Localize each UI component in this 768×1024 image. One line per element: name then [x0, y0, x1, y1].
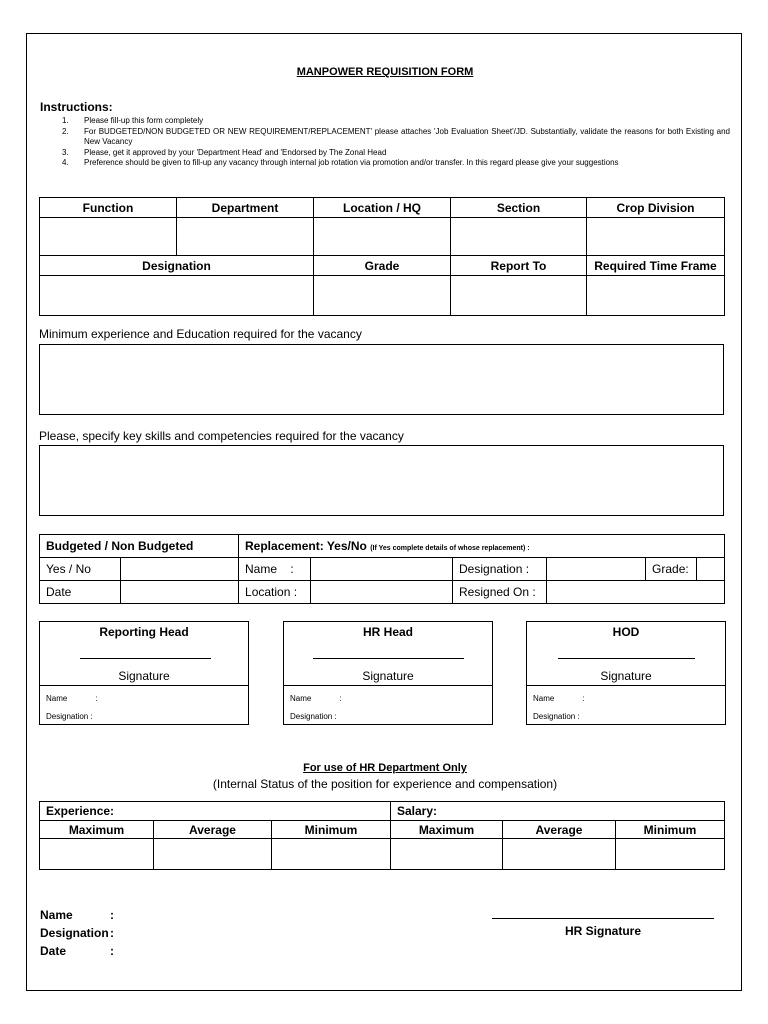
signature-caption: Signature: [118, 669, 170, 683]
time-frame-field[interactable]: [587, 276, 725, 316]
hr-section-subtitle: (Internal Status of the position for experience and compensation): [212, 777, 558, 791]
replacement-header-cell: [239, 535, 725, 558]
section-field[interactable]: [451, 218, 587, 256]
experience-maximum-header: Maximum: [40, 821, 154, 839]
salary-minimum-field[interactable]: [616, 839, 725, 870]
salary-average-header: Average: [503, 821, 616, 839]
experience-average-field[interactable]: [154, 839, 272, 870]
instruction-text: Preference should be given to fill-up any vacancy through internal job rotation via promotion and/or transfer. In this regard please give your suggestions: [84, 158, 619, 167]
resigned-on-label: Resigned On :: [453, 581, 547, 604]
function-field[interactable]: [40, 218, 177, 256]
designation-header: Designation: [40, 256, 314, 276]
position-table: [39, 197, 725, 316]
replacement-designation-field[interactable]: [547, 558, 646, 581]
signature-line: [80, 658, 211, 659]
signatory-title: HR Head: [362, 625, 413, 639]
footer-date-label: Date: [40, 944, 67, 958]
signature-area[interactable]: [284, 622, 492, 686]
instruction-item: [62, 148, 730, 159]
replacement-name-field[interactable]: [311, 558, 453, 581]
skills-textarea[interactable]: [39, 445, 724, 516]
section-header: Section: [451, 198, 587, 218]
designation-field[interactable]: [40, 276, 314, 316]
footer-designation-label: Designation: [40, 926, 109, 940]
hod-signature-box: [526, 621, 726, 725]
name-label: Name: [290, 694, 312, 703]
signature-line: [558, 658, 695, 659]
replacement-note: (If Yes complete details of whose replacement) :: [370, 545, 530, 552]
name-label: Name: [46, 694, 68, 703]
budgeted-header: Budgeted / Non Budgeted: [40, 535, 239, 558]
time-frame-header: Required Time Frame: [587, 256, 725, 276]
resigned-on-field[interactable]: [547, 581, 725, 604]
instruction-text: Please fill-up this form completely: [84, 116, 204, 125]
form-title: MANPOWER REQUISITION FORM: [296, 66, 474, 78]
crop-division-header: Crop Division: [587, 198, 725, 218]
signature-area[interactable]: [40, 622, 248, 686]
signatory-designation-row[interactable]: Designation :: [533, 712, 580, 721]
salary-maximum-header: Maximum: [391, 821, 503, 839]
replacement-header: Replacement: Yes/No: [245, 539, 367, 553]
signature-area[interactable]: [527, 622, 725, 686]
name-label: Name: [245, 562, 278, 576]
location-header: Location / HQ: [314, 198, 451, 218]
footer-name-row[interactable]: [40, 906, 114, 924]
footer-name-label: Name: [40, 908, 73, 922]
experience-minimum-header: Minimum: [272, 821, 391, 839]
signatory-details: [40, 686, 248, 730]
footer-details: [40, 906, 114, 960]
experience-average-header: Average: [154, 821, 272, 839]
report-to-field[interactable]: [451, 276, 587, 316]
function-header: Function: [40, 198, 177, 218]
instruction-text: For BUDGETED/NON BUDGETED OR NEW REQUIREMENT/REPLACEMENT' please attaches 'Job Evaluation Sheet'/JD. Substantially, validate the reasons for both Existing and New Vacancy: [84, 126, 730, 146]
skills-label: Please, specify key skills and competencies required for the vacancy: [39, 429, 404, 443]
signature-caption: Signature: [600, 669, 652, 683]
reporting-head-signature-box: [39, 621, 249, 725]
signature-line: [313, 658, 464, 659]
footer-colon: :: [110, 908, 114, 922]
hr-signature-line[interactable]: [492, 918, 714, 919]
name-colon: :: [582, 694, 585, 703]
department-header: Department: [177, 198, 314, 218]
crop-division-field[interactable]: [587, 218, 725, 256]
instructions-list: [62, 116, 730, 169]
signatory-designation-row[interactable]: Designation :: [46, 712, 93, 721]
hr-status-table: [39, 801, 725, 870]
footer-date-row[interactable]: [40, 942, 114, 960]
instruction-number: 3.: [62, 147, 69, 157]
replacement-grade-field[interactable]: [697, 558, 725, 581]
experience-textarea[interactable]: [39, 344, 724, 415]
instruction-number: 1.: [62, 116, 69, 125]
report-to-header: Report To: [451, 256, 587, 276]
salary-average-field[interactable]: [503, 839, 616, 870]
instruction-number: 2.: [62, 126, 69, 136]
replacement-location-field[interactable]: [311, 581, 453, 604]
grade-field[interactable]: [314, 276, 451, 316]
location-field[interactable]: [314, 218, 451, 256]
grade-label: Grade:: [646, 558, 697, 581]
budget-table: [39, 534, 725, 604]
experience-minimum-field[interactable]: [272, 839, 391, 870]
name-label-cell: [239, 558, 311, 581]
signatory-title: HOD: [612, 625, 640, 639]
hr-head-signature-box: [283, 621, 493, 725]
instruction-item: [62, 116, 730, 127]
date-label: Date: [40, 581, 121, 604]
salary-maximum-field[interactable]: [391, 839, 503, 870]
name-colon: :: [290, 562, 294, 576]
yes-no-field[interactable]: [121, 558, 239, 581]
signatory-name-row[interactable]: [533, 690, 719, 708]
salary-minimum-header: Minimum: [616, 821, 725, 839]
instruction-number: 4.: [62, 158, 69, 167]
signatory-name-row[interactable]: [46, 690, 242, 708]
form-page: [26, 33, 742, 991]
signatory-designation-row[interactable]: Designation :: [290, 712, 337, 721]
instruction-item: [62, 127, 730, 148]
experience-header: Experience:: [40, 802, 391, 821]
experience-label: Minimum experience and Education required for the vacancy: [39, 327, 362, 341]
salary-header: Salary:: [391, 802, 725, 821]
designation-label: Designation :: [453, 558, 547, 581]
footer-designation-row[interactable]: [40, 924, 114, 942]
date-field[interactable]: [121, 581, 239, 604]
footer-colon: :: [110, 944, 114, 958]
signatory-details: [284, 686, 492, 730]
footer-colon: :: [110, 926, 114, 940]
instruction-item: [62, 158, 730, 169]
name-colon: :: [95, 694, 98, 703]
grade-header: Grade: [314, 256, 451, 276]
signature-caption: Signature: [362, 669, 414, 683]
hr-signature-label: HR Signature: [564, 924, 641, 938]
yes-no-label: Yes / No: [40, 558, 121, 581]
name-colon: :: [339, 694, 342, 703]
signatory-details: [527, 686, 725, 730]
experience-maximum-field[interactable]: [40, 839, 154, 870]
location-label: Location :: [239, 581, 311, 604]
signatory-title: Reporting Head: [99, 625, 189, 639]
signatory-name-row[interactable]: [290, 690, 486, 708]
name-label: Name: [533, 694, 555, 703]
department-field[interactable]: [177, 218, 314, 256]
hr-section-title: For use of HR Department Only: [303, 762, 467, 774]
instruction-text: Please, get it approved by your 'Department Head' and 'Endorsed by The Zonal Head: [84, 147, 387, 157]
instructions-heading: Instructions:: [40, 100, 113, 114]
